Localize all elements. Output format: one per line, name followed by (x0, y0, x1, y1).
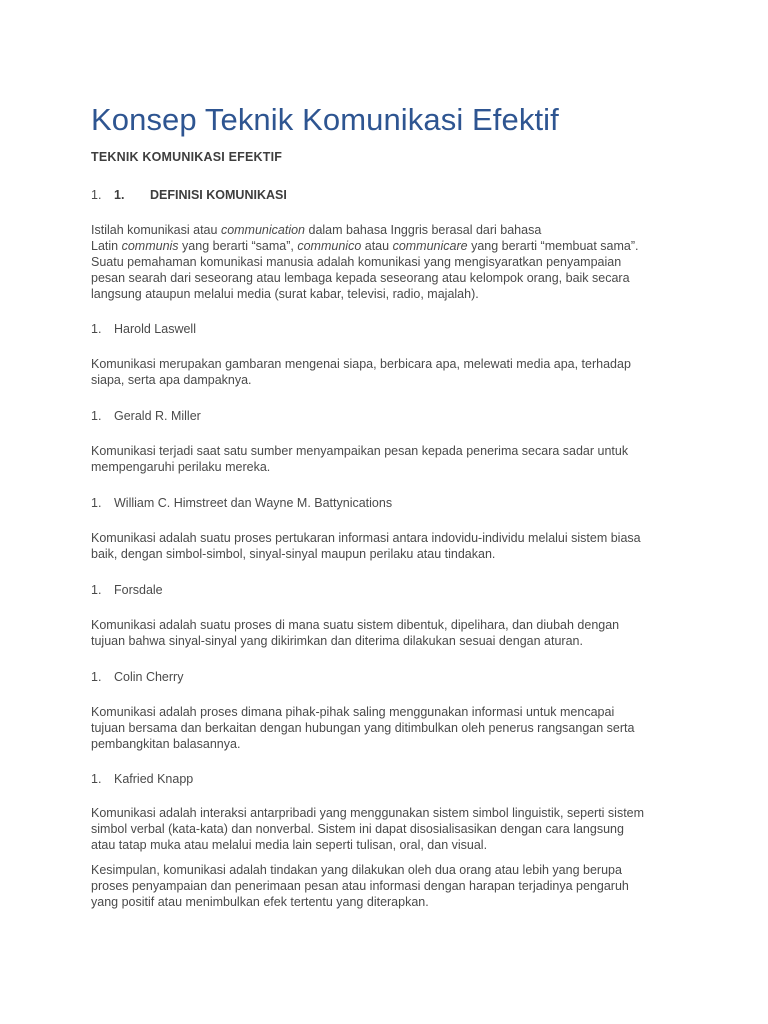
paragraph-line: Suatu pemahaman komunikasi manusia adalah komunikasi yang mengisyaratkan penyampaian (91, 255, 622, 269)
definition-paragraph (91, 530, 681, 562)
author-name: Harold Laswell (114, 322, 196, 336)
paragraph-line: Komunikasi adalah suatu proses di mana suatu sistem dibentuk, dipelihara, dan diubah dengan (91, 618, 620, 632)
author-name: William C. Himstreet dan Wayne M. Battynications (114, 496, 393, 510)
paragraph-line: baik, dengan simbol-simbol, sinyal-sinyal maupun perilaku atau tindakan. (91, 547, 496, 561)
list-marker: 1. (91, 583, 102, 597)
list-marker: 1. (91, 496, 102, 510)
list-item (91, 582, 163, 598)
paragraph-line: tujuan bahwa sinyal-sinyal yang dikirimkan dan diterima dilakukan sesuai dengan aturan. (91, 634, 583, 648)
section-number: 1. (114, 188, 125, 202)
paragraph-line: pesan searah dari seseorang atau lembaga kepada seseorang atau kelompok orang, baik secara (91, 271, 630, 285)
paragraph-line: Istilah komunikasi atau communication dalam bahasa Inggris berasal dari bahasa (91, 223, 542, 237)
paragraph-line: proses penyampaian dan penerimaan pesan atau informasi dengan harapan terjadinya pengaruh (91, 879, 629, 893)
paragraph-line: pembangkitan balasannya. (91, 737, 241, 751)
intro-paragraph (91, 222, 681, 302)
author-name: Colin Cherry (114, 670, 184, 684)
list-item (91, 669, 183, 685)
section-heading (91, 187, 287, 203)
document-subtitle: TEKNIK KOMUNIKASI EFEKTIF (91, 150, 283, 164)
paragraph-line: Komunikasi terjadi saat satu sumber menyampaikan pesan kepada penerima secara sadar untuk (91, 444, 629, 458)
conclusion-paragraph (91, 862, 681, 910)
paragraph-line: Komunikasi adalah proses dimana pihak-pihak saling menggunakan informasi untuk mencapai (91, 705, 615, 719)
list-item (91, 771, 193, 787)
list-item (91, 495, 392, 511)
list-marker: 1. (91, 670, 102, 684)
paragraph-line: mempengaruhi perilaku mereka. (91, 460, 271, 474)
paragraph-line: yang positif atau menimbulkan efek tertentu yang diterapkan. (91, 895, 429, 909)
paragraph-line: siapa, serta apa dampaknya. (91, 373, 252, 387)
list-marker: 1. (91, 409, 102, 423)
paragraph-line: simbol verbal (kata-kata) dan nonverbal. Sistem ini dapat disosialisasikan dengan cara langsung (91, 822, 624, 836)
list-marker: 1. (91, 188, 102, 202)
paragraph-line: Komunikasi merupakan gambaran mengenai siapa, berbicara apa, melewati media apa, terhadap (91, 357, 631, 371)
definition-paragraph (91, 617, 681, 649)
definition-paragraph (91, 443, 681, 475)
paragraph-line: Komunikasi adalah suatu proses pertukaran informasi antara indovidu-individu melalui sistem biasa (91, 531, 641, 545)
section-title: DEFINISI KOMUNIKASI (150, 188, 287, 202)
definition-paragraph (91, 704, 681, 752)
definition-paragraph (91, 805, 681, 853)
paragraph-line: atau tatap muka atau melalui media lain seperti tulisan, oral, dan visual. (91, 838, 488, 852)
definition-paragraph (91, 356, 681, 388)
author-name: Gerald R. Miller (114, 409, 201, 423)
list-marker: 1. (91, 772, 102, 786)
list-item (91, 321, 196, 337)
paragraph-line: Komunikasi adalah interaksi antarpribadi yang menggunakan sistem simbol linguistik, seperti sistem (91, 806, 645, 820)
page-title: Konsep Teknik Komunikasi Efektif (91, 102, 559, 137)
list-item (91, 408, 201, 424)
author-name: Kafried Knapp (114, 772, 194, 786)
paragraph-line: Kesimpulan, komunikasi adalah tindakan yang dilakukan oleh dua orang atau lebih yang berupa (91, 863, 622, 877)
paragraph-line: tujuan bersama dan berkaitan dengan hubungan yang ditimbulkan oleh penerus rangsangan serta (91, 721, 635, 735)
author-name: Forsdale (114, 583, 163, 597)
paragraph-line: langsung ataupun melalui media (surat kabar, televisi, radio, majalah). (91, 287, 479, 301)
paragraph-line: Latin communis yang berarti “sama”, communico atau communicare yang berarti “membuat sama”. (91, 239, 639, 253)
list-marker: 1. (91, 322, 102, 336)
